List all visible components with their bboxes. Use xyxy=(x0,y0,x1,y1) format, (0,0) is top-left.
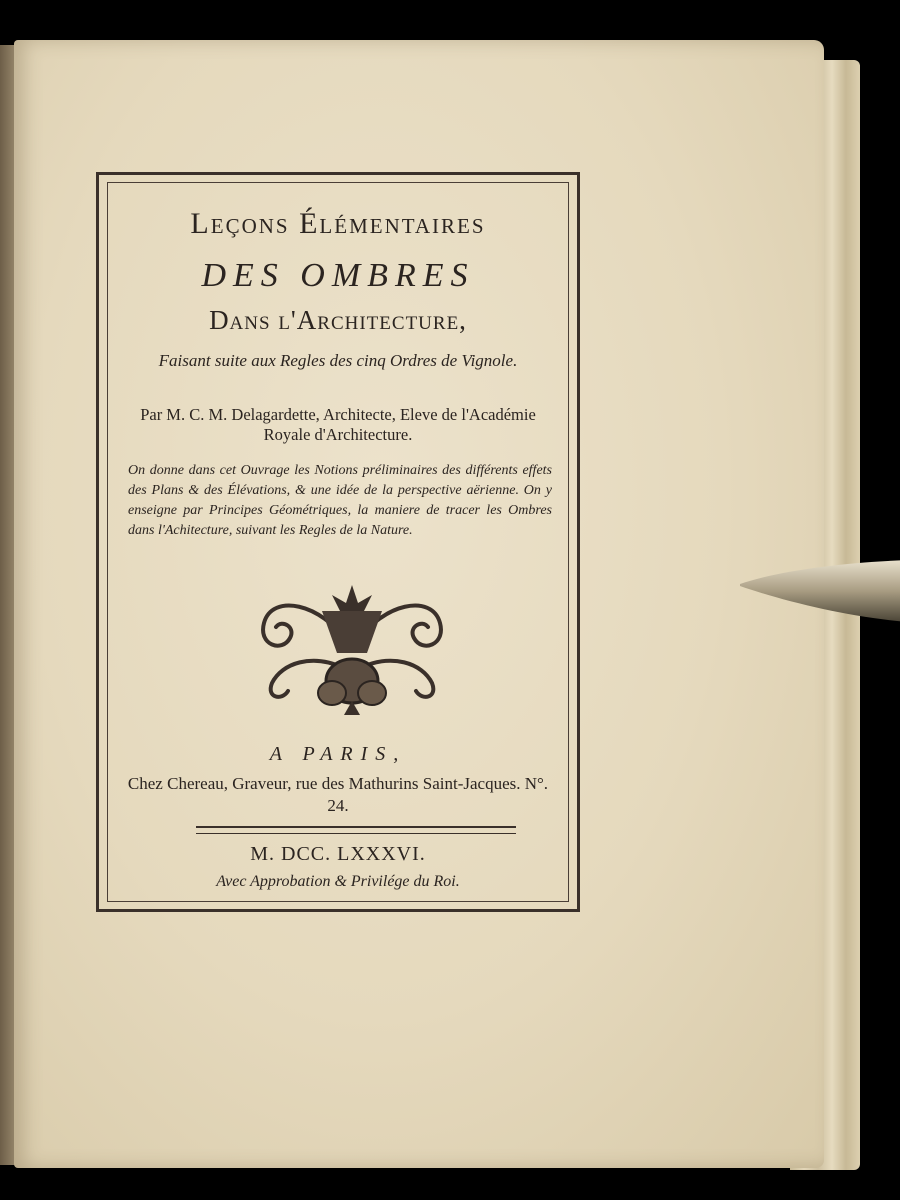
title-line-1: Leçons Élémentaires xyxy=(190,207,486,240)
imprint-privilege: Avec Approbation & Privilége du Roi. xyxy=(216,873,460,890)
title-frame-inner xyxy=(107,182,569,902)
imprint-year: M. DCC. LXXXVI. xyxy=(250,843,426,865)
title-line-2: DES OMBRES xyxy=(201,257,475,294)
book-pointer-icon xyxy=(740,556,900,626)
title-frame xyxy=(96,172,580,912)
description: On donne dans cet Ouvrage les Notions préliminaires des différents effets des Plans & des Élévations, & une idée de la perspective aërienne. On y enseigne par Principes Géométriques, la maniere de tracer les Ombres dans l'Achitecture, suivant les Regles de la Nature. xyxy=(128,463,552,538)
imprint-place: A PARIS, xyxy=(269,743,407,765)
title-line-3: Dans l'Architecture, xyxy=(209,305,467,335)
floral-vignette-icon xyxy=(252,583,452,718)
imprint-publisher: Chez Chereau, Graveur, rue des Mathurins Saint-Jacques. N°. 24. xyxy=(127,774,549,815)
subtitle: Faisant suite aux Regles des cinq Ordres de Vignole. xyxy=(158,351,518,370)
author-line: Par M. C. M. Delagardette, Architecte, Eleve de l'Académie Royale d'Architecture. xyxy=(140,405,536,444)
divider-rule-thick xyxy=(196,826,516,828)
divider-rule-thin xyxy=(196,833,516,834)
